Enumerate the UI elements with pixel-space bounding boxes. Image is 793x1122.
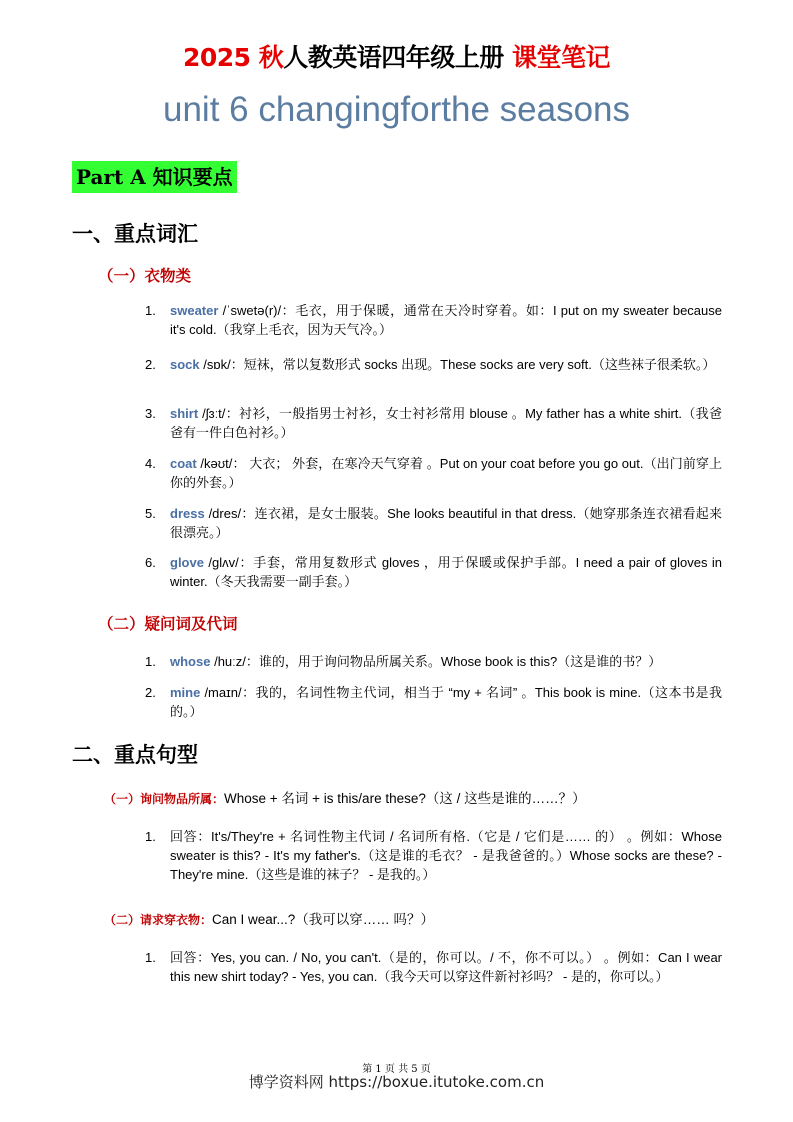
vocab-item [145, 301, 722, 339]
vocab-text: /sɒk/：短袜，常以复数形式 socks 出现。These socks are very soft.（这些袜子很柔软。） [199, 357, 716, 372]
section1-sub1-heading: （一）衣物类 [98, 266, 192, 285]
vocab-item [145, 504, 722, 542]
pattern-label: （二）请求穿衣物： [104, 913, 213, 927]
pattern-item [145, 827, 722, 884]
item-number: 1. [145, 654, 156, 669]
vocab-text: /maɪn/：我的，名词性物主代词，相当于 “my + 名词” 。This book is mine.（这本书是我的。） [170, 685, 722, 719]
vocab-text: /huːz/：谁的，用于询问物品所属关系。Whose book is this?（这是谁的书？） [210, 654, 662, 669]
vocab-word: mine [170, 685, 201, 700]
vocab-word: whose [170, 654, 211, 669]
vocab-item [145, 683, 722, 721]
vocab-word: dress [170, 506, 205, 521]
title-year: 2025 秋 [182, 43, 284, 72]
vocab-word: shirt [170, 406, 199, 421]
vocab-item [145, 404, 722, 442]
vocab-text: /kəʊt/： 大衣； 外套，在寒冷天气穿着 。Put on your coat before you go out.（出门前穿上你的外套。） [170, 456, 722, 490]
item-number: 3. [145, 406, 156, 421]
pattern-answer: 回答：Yes, you can. / No, you can't.（是的，你可以。/ 不，你不可以。） 。例如：Can I wear this new shirt today? - Yes, you can.（我今天可以穿这件新衬衫吗？ - 是的，你可以。） [170, 950, 722, 984]
vocab-word: glove [170, 555, 204, 570]
vocab-word: sock [170, 357, 200, 372]
item-number: 1. [145, 950, 156, 965]
vocab-item [145, 454, 722, 492]
vocab-item [145, 355, 722, 374]
item-number: 1. [145, 303, 156, 318]
document-title [0, 38, 793, 74]
title-book: 人教英语四年级上册 [283, 43, 504, 72]
vocab-item [145, 553, 722, 591]
section2-sub1-heading [104, 787, 586, 807]
pattern-text: Whose + 名词 + is this/are these?（这 / 这些是谁的……？） [224, 791, 586, 806]
item-number: 4. [145, 456, 156, 471]
vocab-word: sweater [170, 303, 219, 318]
page-number: 第 1 页 共 5 页 [362, 1064, 431, 1075]
pattern-item [145, 948, 722, 986]
vocab-item [145, 652, 722, 671]
section1-heading: 一、重点词汇 [72, 221, 198, 246]
pattern-text: Can I wear...?（我可以穿…… 吗？） [212, 912, 435, 927]
vocab-word: coat [170, 456, 197, 471]
section2-heading: 二、重点句型 [72, 742, 198, 767]
item-number: 6. [145, 555, 156, 570]
pattern-answer: 回答：It's/They're + 名词性物主代词 / 名词所有格.（它是 / 它们是…… 的） 。例如：Whose sweater is this? - It's my father's.（这是谁的毛衣？ - 是我爸爸的。）Whose socks are these? - They're mine.（这些是谁的袜子？ - 是我的。） [170, 829, 722, 882]
item-number: 5. [145, 506, 156, 521]
title-notes: 课堂笔记 [512, 43, 611, 72]
unit-title: unit 6 changingforthe seasons [163, 90, 630, 129]
footer-website[interactable]: 博学资料网 https://boxue.itutoke.com.cn [248, 1073, 545, 1091]
item-number: 2. [145, 357, 156, 372]
vocab-text: /ɡlʌv/：手套，常用复数形式 gloves ，用于保暖或保护手部。I need a pair of gloves in winter.（冬天我需要一副手套。） [170, 555, 722, 589]
vocab-text: /ˈswetə(r)/：毛衣，用于保暖，通常在天冷时穿着。如：I put on my sweater because it's cold.（我穿上毛衣，因为天气冷。） [170, 303, 722, 337]
vocab-text: /ʃɜːt/：衬衫，一般指男士衬衫，女士衬衫常用 blouse 。My father has a white shirt.（我爸爸有一件白色衬衫。） [170, 406, 722, 440]
item-number: 1. [145, 829, 156, 844]
item-number: 2. [145, 685, 156, 700]
section2-sub2-heading [104, 908, 434, 928]
section1-sub2-heading: （二）疑问词及代词 [98, 614, 238, 633]
part-a-heading: Part A 知识要点 [72, 161, 237, 193]
pattern-label: （一）询问物品所属： [104, 792, 225, 806]
vocab-text: /dres/：连衣裙，是女士服装。She looks beautiful in that dress.（她穿那条连衣裙看起来很漂亮。） [170, 506, 722, 540]
